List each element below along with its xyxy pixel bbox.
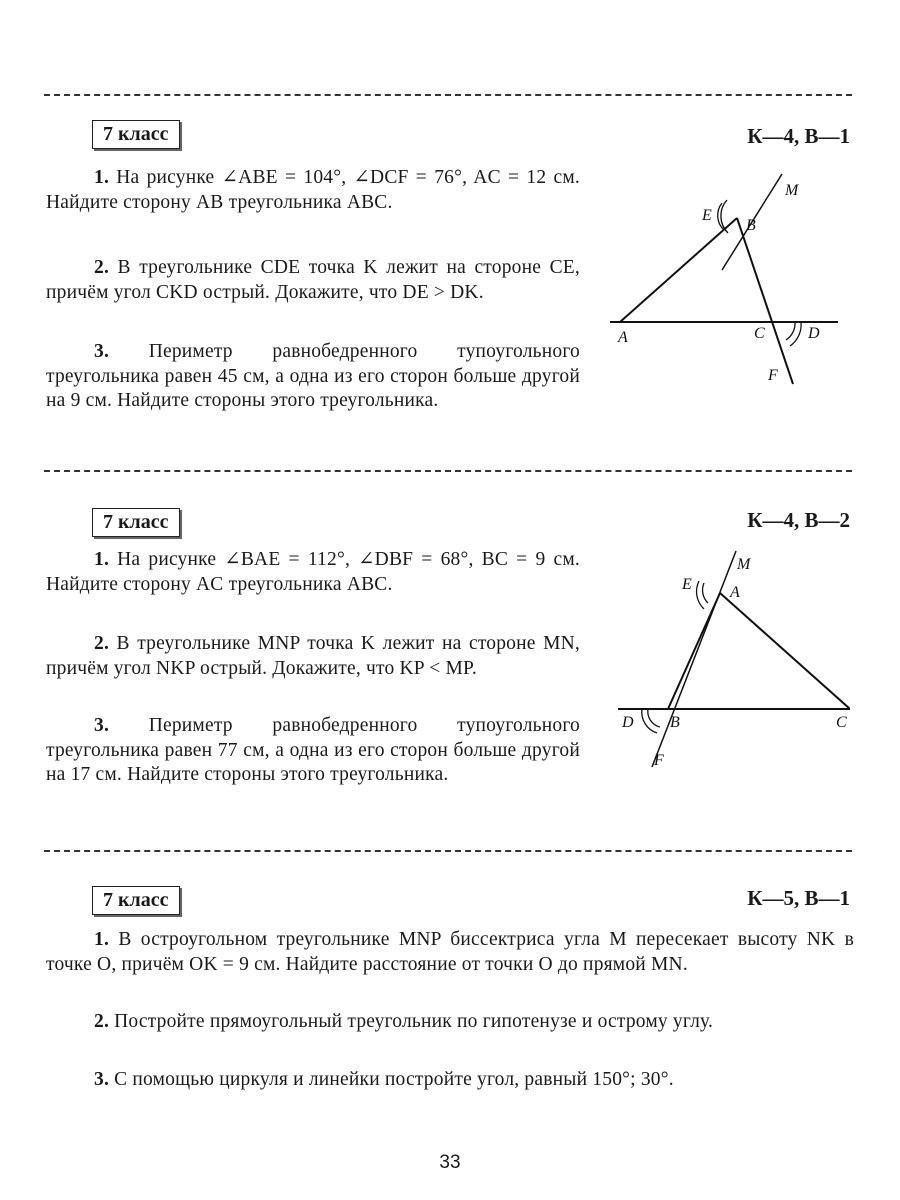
label-f: F (654, 752, 664, 769)
problem-text: На рисунке ∠BAE = 112°, ∠DBF = 68°, BC = 9 см. Найдите сторону AC треугольника ABC. (46, 549, 580, 595)
problem-number: 2. (94, 633, 110, 654)
problem-number: 1. (94, 549, 110, 570)
separator-middle (44, 470, 852, 472)
angle-arc-c (786, 322, 795, 340)
angle-arc-d2 (642, 709, 657, 733)
problem-number: 1. (94, 167, 110, 188)
problem-text: Постройте прямоугольный треугольник по гипотенузе и острому углу. (114, 1011, 714, 1032)
label-a: A (730, 584, 740, 601)
variant-label: К—5, В—1 (747, 886, 850, 910)
label-m: M (785, 182, 799, 199)
separator-top (44, 94, 852, 96)
problem-text: Периметр равнобедренного тупоугольного треугольника равен 77 см, а одна из его сторон больше другой на 17 см. Найдите стороны этого треугольника. (46, 715, 581, 785)
line-bf (737, 218, 793, 384)
angle-arc-e (703, 583, 708, 603)
problem-2 (46, 1010, 854, 1035)
problem-text: На рисунке ∠ABE = 104°, ∠DCF = 76°, AC = 12 см. Найдите сторону AB треугольника ABC. (46, 167, 580, 213)
segment-ab-line (620, 218, 737, 322)
triangle-figure-1 (600, 170, 850, 395)
problem-2 (46, 256, 580, 305)
problem-3 (46, 340, 580, 414)
problem-3 (46, 714, 580, 788)
page-number: 33 (439, 1152, 461, 1173)
label-f: F (768, 367, 778, 384)
problem-number: 2. (94, 1011, 110, 1032)
separator-bottom (44, 850, 852, 852)
label-c: C (836, 714, 847, 731)
problem-number: 2. (94, 257, 110, 278)
label-d: D (808, 325, 820, 342)
label-b: B (670, 714, 680, 731)
problem-text: С помощью циркуля и линейки постройте угол, равный 150°; 30°. (114, 1069, 674, 1090)
class-label: 7 класс (92, 886, 180, 915)
problem-1 (46, 928, 854, 977)
label-d: D (622, 714, 634, 731)
label-m: M (737, 556, 751, 573)
problem-3 (46, 1068, 854, 1093)
class-label: 7 класс (92, 120, 180, 149)
label-c: C (754, 325, 765, 342)
problem-number: 1. (94, 929, 110, 950)
variant-label: К—4, В—2 (747, 508, 850, 532)
problem-1 (46, 548, 580, 597)
segment-ab-line (668, 593, 720, 709)
problem-text: В треугольнике MNP точка K лежит на стороне MN, причём угол NKP острый. Докажите, что KP < MP. (46, 633, 580, 679)
problem-2 (46, 632, 580, 681)
angle-arc-d (648, 709, 660, 727)
variant-label: К—4, В—1 (747, 124, 850, 148)
problem-1 (46, 166, 580, 215)
problem-text: В треугольнике CDE точка K лежит на стороне CE, причём угол CKD острый. Докажите, что DE > DK. (46, 257, 580, 303)
problem-number: 3. (94, 341, 110, 362)
label-e: E (702, 207, 712, 224)
label-b: B (746, 217, 756, 234)
problem-number: 3. (94, 1069, 110, 1090)
class-label: 7 класс (92, 508, 180, 537)
problem-text: Периметр равнобедренного тупоугольного треугольника равен 45 см, а одна из его сторон больше другой на 9 см. Найдите стороны этого треугольника. (46, 341, 581, 411)
segment-ac-line (720, 593, 850, 709)
triangle-figure-2 (600, 545, 850, 775)
label-e: E (682, 576, 692, 593)
line-mf (652, 551, 736, 767)
problem-text: В остроугольном треугольнике MNP биссектриса угла M пересекает высоту NK в точке O, причём OK = 9 см. Найдите расстояние от точки O до прямой MN. (46, 929, 855, 975)
problem-number: 3. (94, 715, 110, 736)
label-a: A (618, 329, 628, 346)
